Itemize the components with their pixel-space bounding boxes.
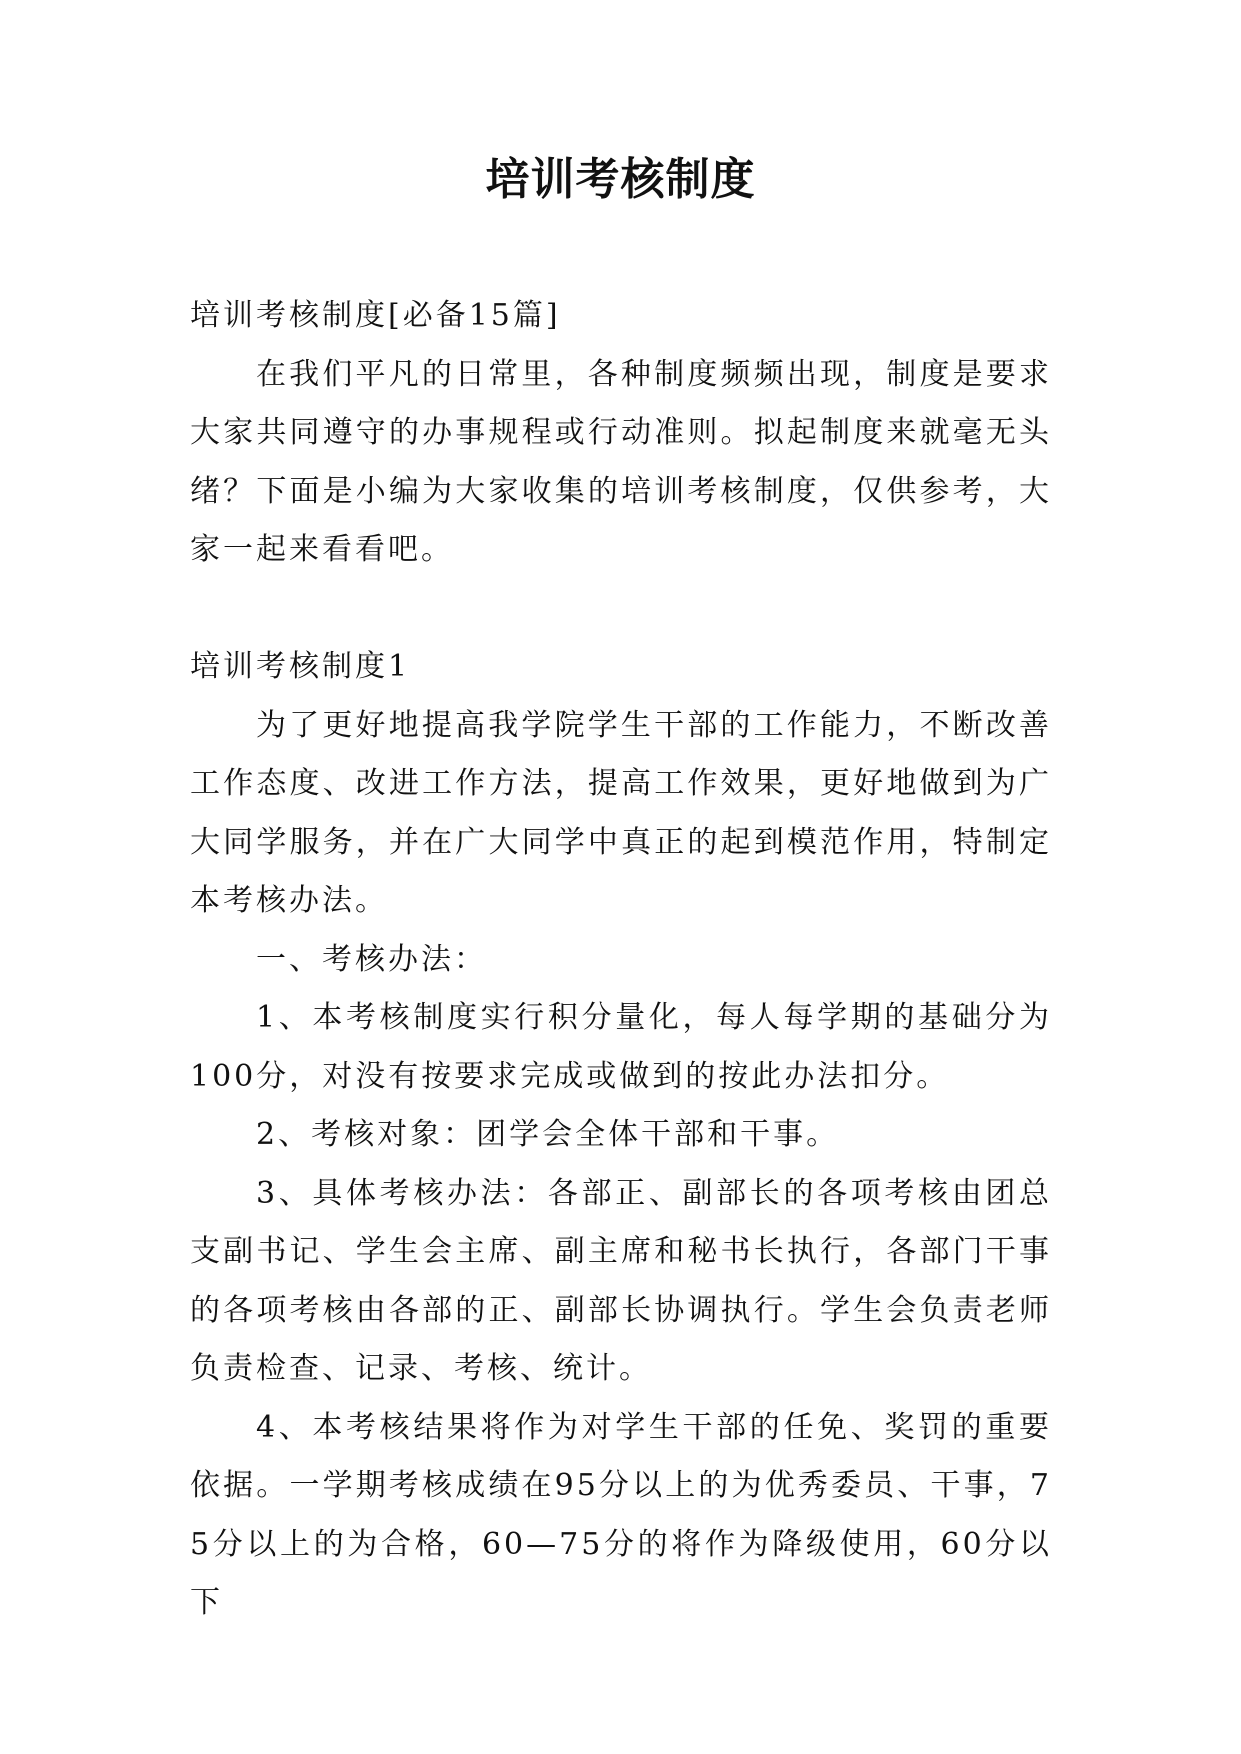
section-paragraph-method-heading: 一、考核办法： — [256, 941, 487, 977]
document-body — [190, 287, 1052, 1633]
section-paragraph-item-3: 3、具体考核办法：各部正、副部长的各项考核由团总支副书记、学生会主席、副主席和秘书长执行，各部门干事的各项考核由各部的正、副部长协调执行。学生会负责老师负责检查、记录、考核、统计。 — [190, 1175, 1052, 1386]
document-subtitle: 培训考核制度[必备15篇] — [190, 298, 561, 333]
section-paragraph-item-2: 2、考核对象：团学会全体干部和干事。 — [256, 1117, 840, 1152]
intro-paragraph: 在我们平凡的日常里，各种制度频频出现，制度是要求大家共同遵守的办事规程或行动准则。拟起制度来就毫无头绪？下面是小编为大家收集的培训考核制度，仅供参考，大家一起来看看吧。 — [190, 356, 1052, 567]
paragraph-spacer — [190, 580, 1052, 639]
section-paragraph-item-1: 1、本考核制度实行积分量化，每人每学期的基础分为100分，对没有按要求完成或做到的按此办法扣分。 — [190, 1000, 1052, 1094]
section-paragraph-item-4: 4、本考核结果将作为对学生干部的任免、奖罚的重要依据。一学期考核成绩在95分以上的为优秀委员、干事，75分以上的为合格，60—75分的将作为降级使用，60分以下 — [190, 1409, 1052, 1620]
section-paragraph-purpose: 为了更好地提高我学院学生干部的工作能力，不断改善工作态度、改进工作方法，提高工作效果，更好地做到为广大同学服务，并在广大同学中真正的起到模范作用，特制定本考核办法。 — [190, 707, 1052, 918]
document-title: 培训考核制度 — [485, 154, 756, 205]
section-heading: 培训考核制度1 — [190, 649, 411, 684]
